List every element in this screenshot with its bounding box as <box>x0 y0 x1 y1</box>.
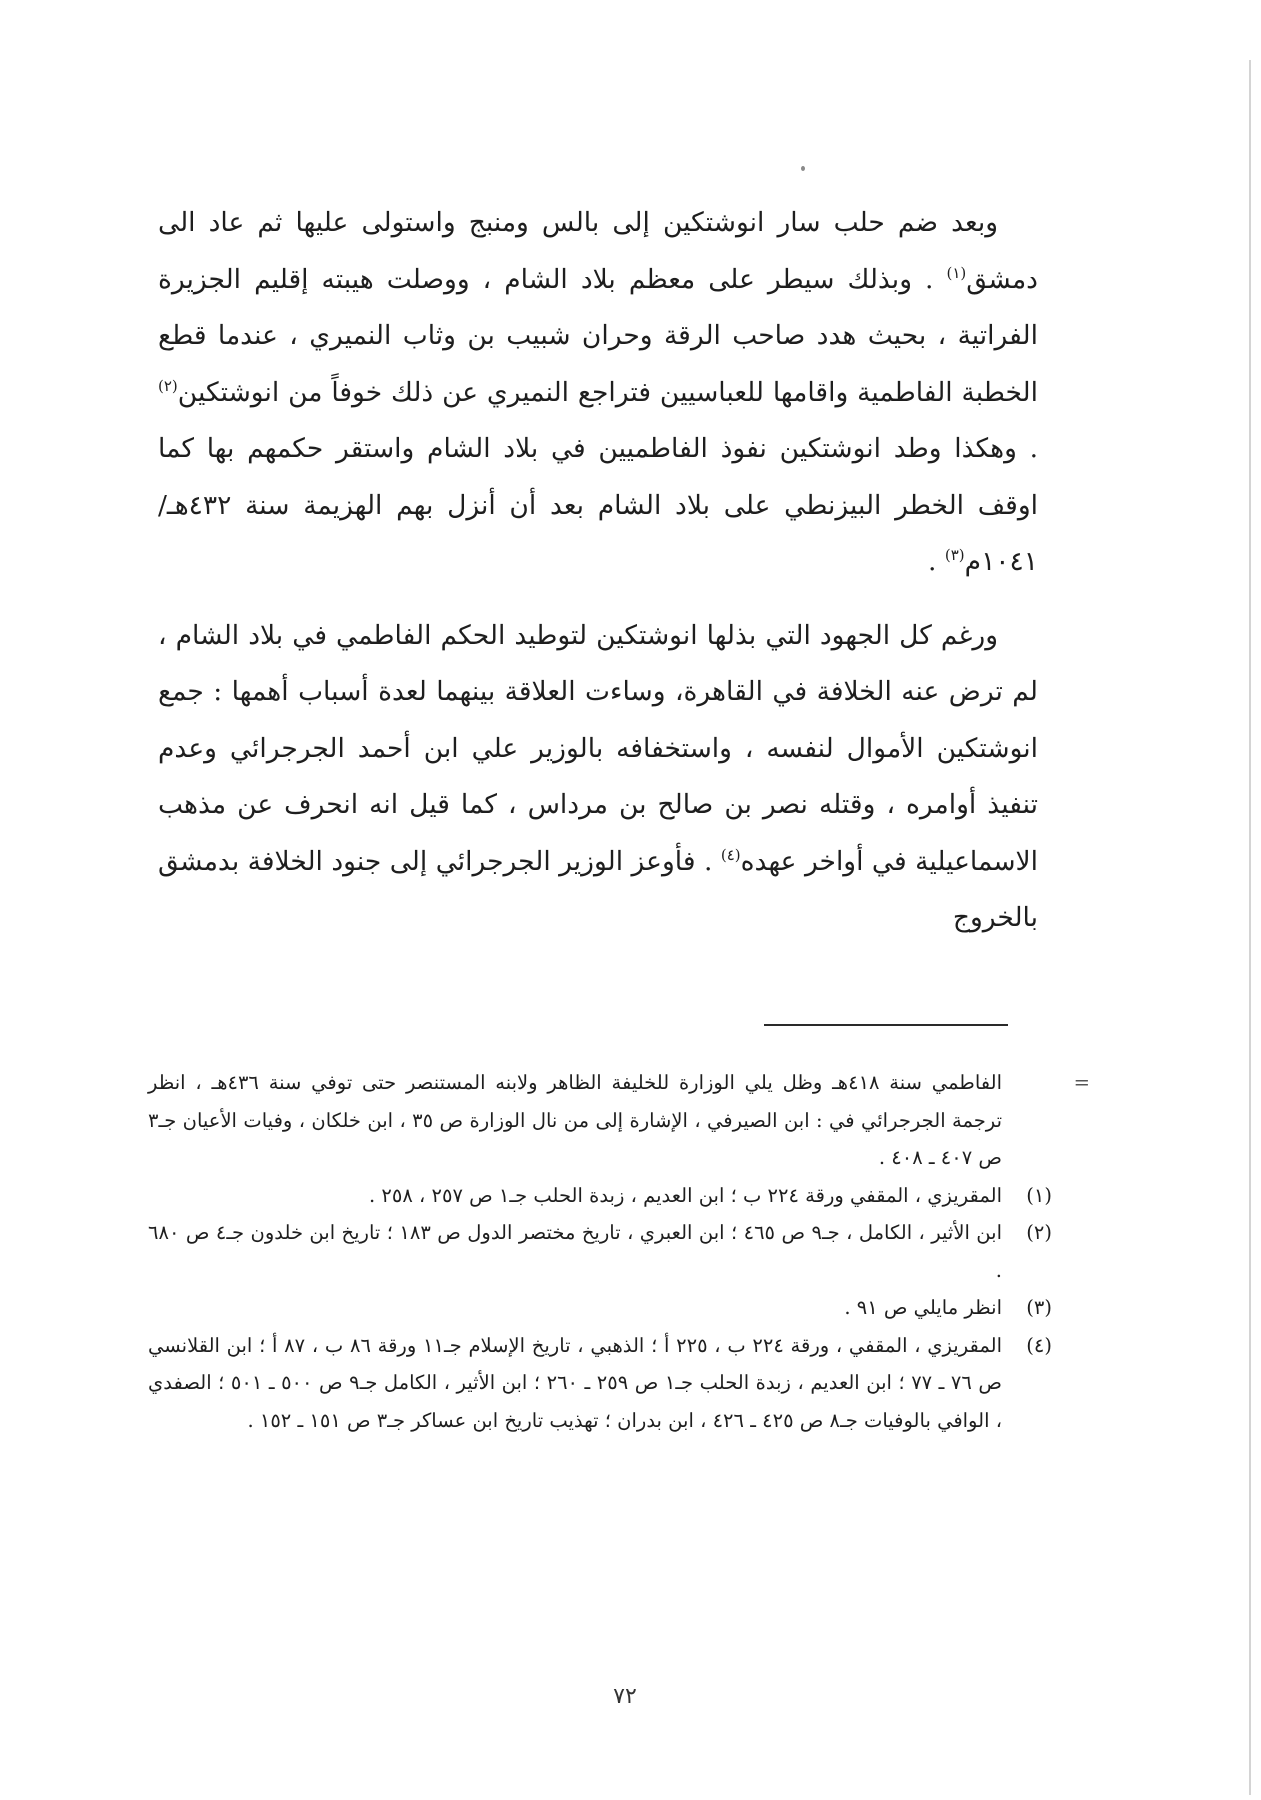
paragraph-2-text-2: . فأوعز الوزير الجرجرائي إلى جنود الخلافة بدمشق بالخروج <box>158 845 1038 933</box>
footnote-marker: = <box>1073 1071 1090 1094</box>
footnote-2 <box>148 1214 1052 1289</box>
paragraph-1-text-3: . وهكذا وطد انوشتكين نفوذ الفاطميين في بلاد الشام واستقر حكمهم بها كما اوقف الخطر البيزنطي على بلاد الشام بعد أن أنزل بهم الهزيمة سنة ٤٣٢هـ/ ١٠٤١م <box>158 433 1038 577</box>
footnote-marker: (٤) <box>1026 1333 1052 1357</box>
footnotes <box>148 1064 1090 1439</box>
footnote-text: ابن الأثير ، الكامل ، جـ٩ ص ٤٦٥ ؛ ابن العبري ، تاريخ مختصر الدول ص ١٨٣ ؛ تاريخ ابن خلدون جـ٤ ص ٦٨٠ . <box>148 1221 1002 1282</box>
footnote-3 <box>148 1289 1052 1327</box>
footnote-text: انظر مايلي ص ٩١ . <box>844 1296 1002 1319</box>
paragraph-2 <box>158 608 1038 947</box>
paragraph-1-text-4: . <box>928 546 945 577</box>
footnote-text: الفاطمي سنة ٤١٨هـ وظل يلي الوزارة للخليفة الظاهر ولابنه المستنصر حتى توفي سنة ٤٣٦هـ ، انظر ترجمة الجرجرائي في : ابن الصيرفي ، الإشارة إلى من نال الوزارة ص ٣٥ ، ابن خلكان ، وفيات الأعيان جـ٣ ص ٤٠٧ ـ ٤٠٨ . <box>148 1071 1002 1169</box>
footnote-separator <box>764 1024 1008 1026</box>
footnote-1 <box>148 1177 1052 1215</box>
paragraph-1 <box>158 195 1038 591</box>
page-number: ٧٢ <box>613 1684 637 1709</box>
scan-speck <box>801 166 805 171</box>
footnote-marker: (٢) <box>1026 1221 1052 1244</box>
paragraph-1-text-1: وبعد ضم حلب سار انوشتكين إلى بالس ومنبج واستولى عليها ثم عاد الى دمشق <box>158 207 1038 295</box>
footnote-ref-1[interactable]: (١) <box>946 263 967 282</box>
footnote-text: المقريزي ، المقفي ، ورقة ٢٢٤ ب ، ٢٢٥ أ ؛ الذهبي ، تاريخ الإسلام جـ١١ ورقة ٨٦ ب ، ٨٧ أ ؛ ابن القلانسي ص ٧٦ ـ ٧٧ ؛ ابن العديم ، زبدة الحلب جـ١ ص ٢٥٩ ـ ٢٦٠ ؛ ابن الأثير ، الكامل جـ٩ ص ٥٠٠ ـ ٥٠١ ؛ الصفدي ، الوافي بالوفيات جـ٨ ص ٤٢٥ ـ ٤٢٦ ، ابن بدران ؛ تهذيب تاريخ ابن عساكر جـ٣ ص ١٥١ ـ ١٥٢ . <box>148 1333 1002 1432</box>
footnote-ref-4[interactable]: (٤) <box>720 845 741 864</box>
main-text <box>158 195 1038 947</box>
footnote-marker: (٣) <box>1026 1296 1052 1319</box>
footnote-text: المقريزي ، المقفي ورقة ٢٢٤ ب ؛ ابن العديم ، زبدة الحلب جـ١ ص ٢٥٧ ، ٢٥٨ . <box>368 1183 1002 1207</box>
paragraph-1-text-2: . وبذلك سيطر على معظم بلاد الشام ، ووصلت هيبته إقليم الجزيرة الفراتية ، بحيث هدد صاحب الرقة وحران شبيب بن وثاب النميري ، عندما قطع الخطبة الفاطمية واقامها للعباسيين فتراجع النميري عن ذلك خوفاً من انوشتكين <box>158 263 1038 408</box>
footnote-ref-2[interactable]: (٢) <box>158 376 178 395</box>
footnote-4 <box>148 1327 1052 1440</box>
footnote-continuation <box>148 1064 1090 1177</box>
footnote-marker: (١) <box>1026 1183 1052 1207</box>
paragraph-2-text-1: ورغم كل الجهود التي بذلها انوشتكين لتوطيد الحكم الفاطمي في بلاد الشام ، لم ترض عنه الخلافة في القاهرة، وساءت العلاقة بينهما لعدة أسباب أهمها : جمع انوشتكين الأموال لنفسه ، واستخفافه بالوزير علي ابن أحمد الجرجرائي وعدم تنفيذ أوامره ، وقتله نصر بن صالح بن مرداس ، كما قيل انه انحرف عن مذهب الاسماعيلية في أواخر عهده <box>158 619 1039 877</box>
page-edge-line <box>1249 60 1251 1795</box>
footnote-ref-3[interactable]: (٣) <box>944 546 965 565</box>
